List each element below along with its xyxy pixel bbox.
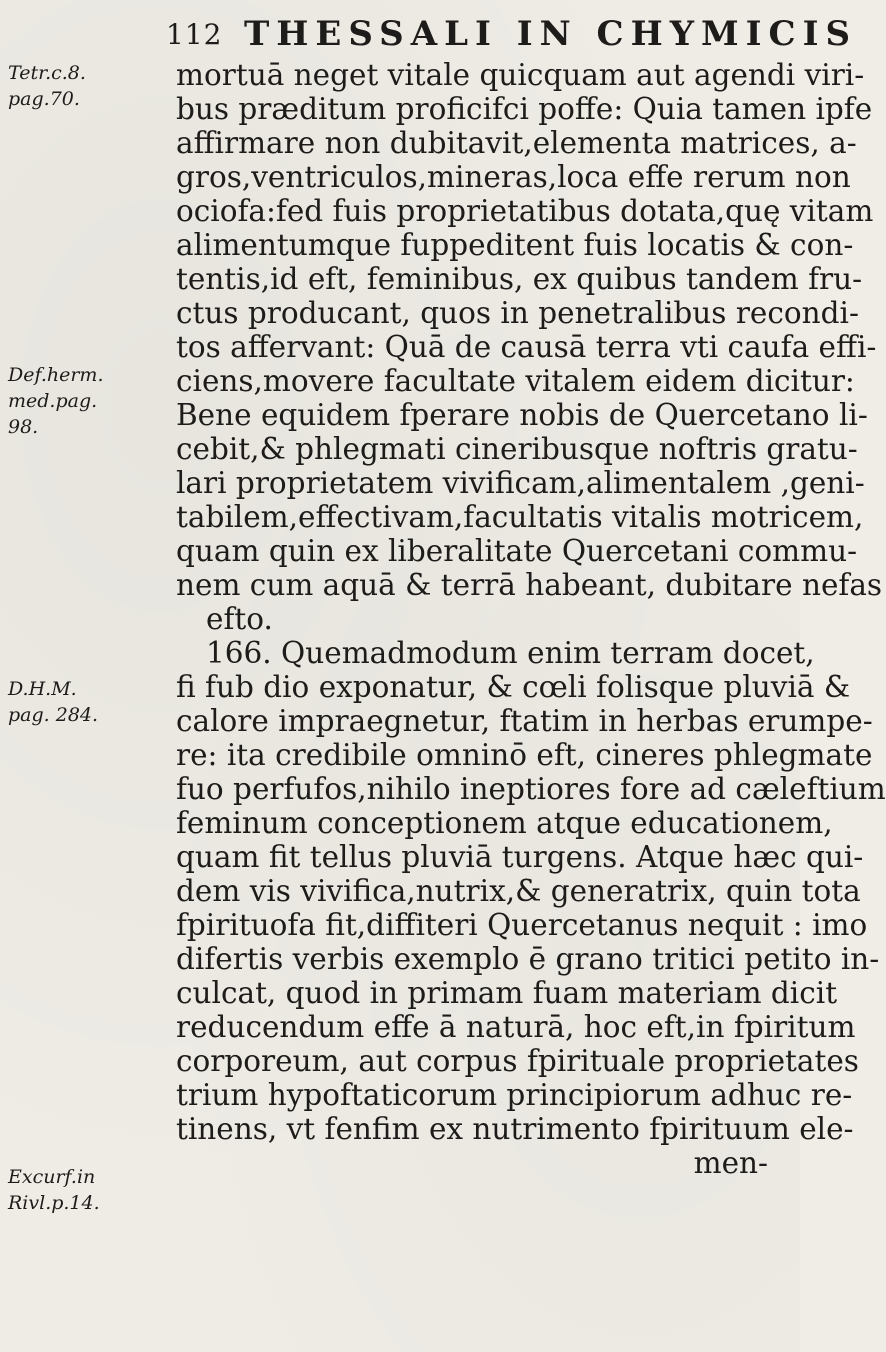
text-line: difertis verbis exemplo ē grano tritici petito in- — [176, 942, 880, 976]
running-title: THESSALI IN CHYMICIS — [244, 14, 858, 54]
text-line: dem vis vivifica,nutrix,& generatrix, quin tota — [176, 874, 861, 908]
text-line: tinens, vt fenfim ex nutrimento fpirituum ele- — [176, 1112, 854, 1146]
text-line: feminum conceptionem atque educationem, — [176, 806, 833, 840]
text-line: corporeum, aut corpus fpirituale proprietates — [176, 1044, 859, 1078]
text-line: ociofa:fed fuis proprietatibus dotata,quę vitam — [176, 194, 874, 228]
text-line: ctus producant, quos in penetralibus recondi- — [176, 296, 859, 330]
text-line: lari proprietatem vivificam,alimentalem ,geni- — [176, 466, 865, 500]
text-line: alimentumque fuppeditent fuis locatis & con- — [176, 228, 854, 262]
text-line: tentis,id eft, feminibus, ex quibus tandem fru- — [176, 262, 863, 296]
body-text — [176, 58, 886, 1180]
text-line: efto. — [206, 602, 273, 636]
text-line: gros,ventriculos,mineras,loca effe rerum non — [176, 160, 851, 194]
text-line: tos affervant: Quā de causā terra vti caufa effi- — [176, 330, 877, 364]
text-line: quam fit tellus pluviā turgens. Atque hæc qui- — [176, 840, 864, 874]
paragraph-start-line: 166. Quemadmodum enim terram docet, — [206, 636, 815, 670]
text-line: fi fub dio exponatur, & cœli folisque pluviā & — [176, 670, 851, 704]
text-line: mortuā neget vitale quicquam aut agendi viri- — [176, 58, 865, 92]
text-line: cebit,& phlegmati cineribusque noftris gratu- — [176, 432, 858, 466]
text-line: fpirituofa fit,diffiteri Quercetanus nequit : imo — [176, 908, 868, 942]
text-line: bus præditum proficifci poffe: Quia tamen ipfe — [176, 92, 873, 126]
text-line: fuo perfufos,nihilo ineptiores fore ad cæleftium — [176, 772, 886, 806]
margin-notes — [0, 0, 170, 1352]
text-line: tabilem,effectivam,facultatis vitalis motricem, — [176, 500, 864, 534]
text-line: reducendum effe ā naturā, hoc eft,in fpiritum — [176, 1010, 856, 1044]
page-number: 112 — [166, 18, 223, 51]
text-line: Bene equidem fperare nobis de Quercetano li- — [176, 398, 868, 432]
margin-note: Excurf.in Rivl.p.14. — [8, 1166, 100, 1214]
catchword-line: men- — [693, 1146, 768, 1180]
text-line: re: ita credibile omninō eft, cineres phlegmate — [176, 738, 873, 772]
text-line: quam quin ex liberalitate Quercetani commu- — [176, 534, 858, 568]
text-line: calore impraegnetur, ftatim in herbas erumpe- — [176, 704, 873, 738]
text-line: affirmare non dubitavit,elementa matrices, a- — [176, 126, 857, 160]
text-line: culcat, quod in primam fuam materiam dicit — [176, 976, 838, 1010]
text-line: trium hypoftaticorum principiorum adhuc re- — [176, 1078, 853, 1112]
text-line: ciens,movere facultate vitalem eidem dicitur: — [176, 364, 855, 398]
margin-note: Def.herm. med.pag. 98. — [8, 364, 104, 438]
margin-note: Tetr.c.8. pag.70. — [8, 62, 86, 110]
margin-note: D.H.M. pag. 284. — [8, 678, 99, 726]
text-line: nem cum aquā & terrā habeant, dubitare nefas — [176, 568, 883, 602]
